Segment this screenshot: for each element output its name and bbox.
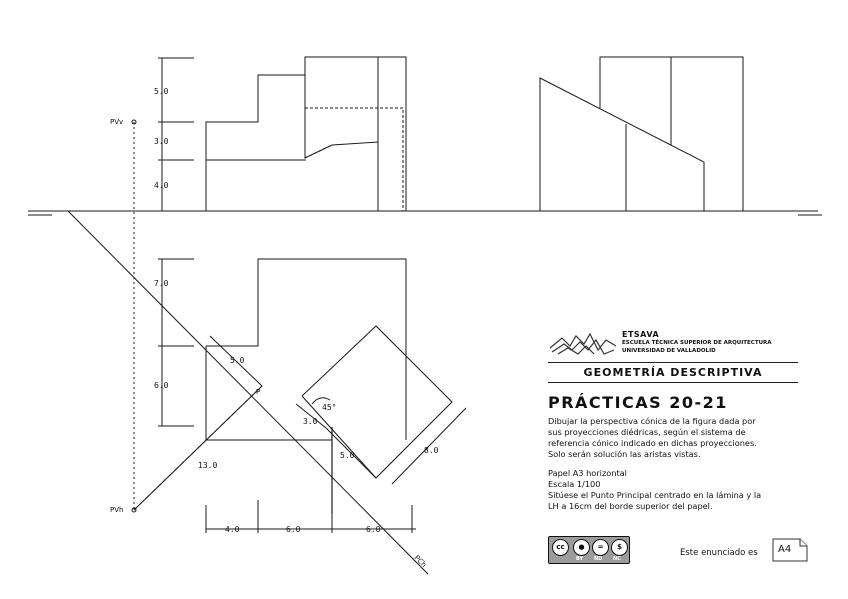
cc-icon: cc bbox=[552, 539, 569, 556]
dim-plan-top: 7.0 bbox=[154, 279, 169, 288]
label-pvh: PVh bbox=[110, 506, 124, 514]
dim-bottom-1: 4.0 bbox=[225, 525, 240, 534]
paper-note: Este enunciado es bbox=[680, 548, 758, 558]
logo-divider bbox=[548, 362, 798, 363]
instruction-line: Escala 1/100 bbox=[548, 479, 601, 489]
dim-bottom-2: 6.0 bbox=[286, 525, 301, 534]
description-line: Solo serán solución las aristas vistas. bbox=[548, 449, 701, 459]
plan-view bbox=[206, 259, 452, 514]
instructions bbox=[548, 468, 798, 512]
paper-size: A4 bbox=[778, 544, 792, 555]
dim-elev-bottom: 4.0 bbox=[154, 181, 169, 190]
license-tag-nd: ND bbox=[594, 556, 603, 562]
dim-diag-3: 3.0 bbox=[303, 417, 318, 426]
logo-name: ETSAVA bbox=[622, 330, 660, 339]
paper-size-badge bbox=[772, 538, 808, 560]
subject-divider bbox=[548, 382, 798, 383]
cc-license-badge[interactable] bbox=[548, 536, 630, 564]
instruction-line: Papel A3 horizontal bbox=[548, 468, 627, 478]
description-line: sus proyecciones diédricas, según el sistema de bbox=[548, 427, 746, 437]
by-icon: ● bbox=[573, 539, 590, 556]
label-p: P bbox=[256, 388, 261, 396]
dim-diag-2: 13.0 bbox=[198, 461, 218, 470]
license-tag-by: BY bbox=[576, 556, 584, 562]
license-tag-nc: NC bbox=[613, 556, 621, 562]
ground-line bbox=[28, 211, 822, 215]
dim-diag-5: 5.0 bbox=[340, 451, 355, 460]
nd-icon: = bbox=[592, 539, 609, 556]
logo-line-2: UNIVERSIDAD DE VALLADOLID bbox=[622, 348, 716, 354]
description-line: referencia cónico indicado en dichas proyecciones. bbox=[548, 438, 757, 448]
dim-elev-top: 5.0 bbox=[154, 87, 169, 96]
logo-line-1: ESCUELA TÉCNICA SUPERIOR DE ARQUITECTURA bbox=[622, 340, 772, 346]
label-pvv: PVv bbox=[110, 118, 124, 126]
diagonal-dimensions bbox=[134, 336, 466, 510]
instruction-line: LH a 16cm del borde superior del papel. bbox=[548, 501, 713, 511]
description-line: Dibujar la perspectiva cónica de la figura dada por bbox=[548, 416, 756, 426]
description bbox=[548, 416, 798, 460]
label-pch: PCh bbox=[412, 553, 428, 569]
nc-icon: $ bbox=[611, 539, 628, 556]
front-elevation bbox=[206, 57, 406, 211]
instruction-line: Sitúese el Punto Principal centrado en la lámina y la bbox=[548, 490, 762, 500]
dim-elev-mid: 3.0 bbox=[154, 137, 169, 146]
side-elevation bbox=[540, 57, 743, 211]
plan-dimensions bbox=[158, 259, 416, 533]
etsava-logo-icon bbox=[548, 326, 618, 358]
dim-plan-bottom: 6.0 bbox=[154, 381, 169, 390]
footer bbox=[548, 536, 810, 564]
page-title: PRÁCTICAS 20-21 bbox=[548, 393, 728, 412]
statement-panel bbox=[548, 326, 798, 512]
school-logo bbox=[548, 326, 798, 362]
subject-title: GEOMETRÍA DESCRIPTIVA bbox=[583, 366, 763, 379]
dim-bottom-3: 6.0 bbox=[366, 525, 381, 534]
dim-diag-angle: 45° bbox=[322, 403, 337, 412]
dim-diag-1: 5.0 bbox=[230, 356, 245, 365]
dim-diag-6: 8.0 bbox=[424, 446, 439, 455]
